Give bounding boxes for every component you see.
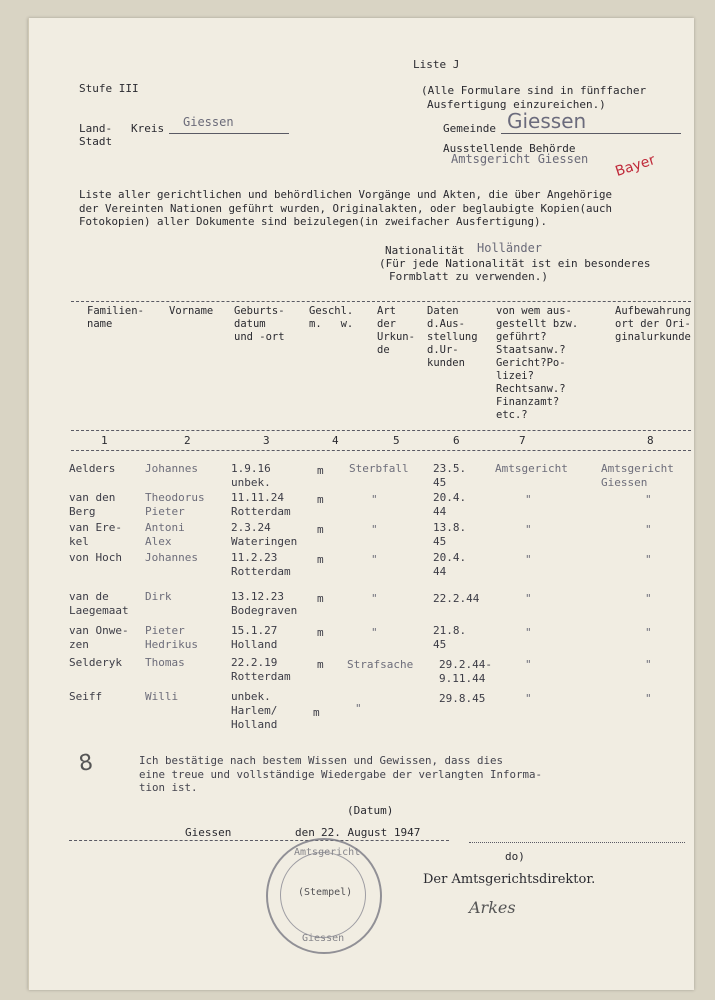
col-header-vorname: Vorname <box>169 305 214 317</box>
table-row-8-art: " <box>355 702 362 715</box>
table-row-2-geburt: 11.11.24 Rotterdam <box>231 491 291 518</box>
col-header-familienname: Familien- name <box>87 305 144 330</box>
stadt-label: Stadt <box>79 135 113 148</box>
land-label: Land- <box>79 122 113 135</box>
nationalitaet-note-1: (Für jede Nationalität ist ein besonderes <box>379 257 651 270</box>
table-row-5-vorname: Dirk <box>145 590 172 603</box>
table-row-1-aussteller: Amtsgericht <box>495 462 568 475</box>
table-row-3-daten: 13.8. 45 <box>433 521 467 548</box>
table-row-8-familienname: Seiff <box>69 690 103 703</box>
table-row-2-aufbewahrung: " <box>645 493 652 506</box>
note-line-1: (Alle Formulare sind in fünffacher <box>421 84 647 97</box>
table-row-7-familienname: Selderyk <box>69 656 122 669</box>
table-row-6-aufbewahrung: " <box>645 626 652 639</box>
table-row-3-aussteller: " <box>525 523 532 536</box>
intro-paragraph <box>79 188 689 229</box>
document-sheet <box>28 18 694 990</box>
place-value: Giessen <box>185 826 232 839</box>
col-header-geburtsdatum: Geburts- datum und -ort <box>234 305 285 343</box>
table-row-2-aussteller: " <box>525 493 532 506</box>
table-row-4-geburt: 11.2.23 Rotterdam <box>231 551 291 578</box>
table-row-1-aufbewahrung: Amtsgericht Giessen <box>601 462 674 489</box>
table-row-5-daten: 22.2.44 <box>433 592 480 605</box>
table-row-7-vorname: Thomas <box>145 656 185 669</box>
table-row-8-geschlecht: m <box>313 706 320 719</box>
table-row-6-familienname: van Onwe- zen <box>69 624 129 651</box>
table-row-5-geburt: 13.12.23 Bodegraven <box>231 590 298 617</box>
official-stamp <box>266 838 382 954</box>
list-label: Liste J <box>413 58 460 71</box>
table-row-8-daten: 29.8.45 <box>439 692 486 705</box>
table-row-6-art: " <box>371 626 378 639</box>
table-row-1-geschlecht: m <box>317 464 324 477</box>
behoerde-label: Ausstellende Behörde <box>443 142 576 155</box>
table-row-4-familienname: von Hoch <box>69 551 122 564</box>
col-header-geschlecht: Geschl. m. w. <box>309 305 354 330</box>
table-row-1-geburt: 1.9.16 unbek. <box>231 462 271 489</box>
col-number-6: 6 <box>453 434 460 447</box>
header-bottom-rule <box>71 430 691 431</box>
behoerde-value: Amtsgericht Giessen <box>451 152 589 166</box>
table-row-4-vorname: Johannes <box>145 551 198 564</box>
table-row-4-aufbewahrung: " <box>645 553 652 566</box>
table-row-5-aussteller: " <box>525 592 532 605</box>
table-row-8-geburt: unbek. Harlem/ Holland <box>231 690 278 731</box>
confirmation-line-1: Ich bestätige nach bestem Wissen und Gewissen, dass dies <box>139 754 504 767</box>
signature-line <box>469 842 685 843</box>
col-header-art-urkunde: Art der Urkun- de <box>377 305 415 356</box>
table-row-4-geschlecht: m <box>317 553 324 566</box>
table-row-7-geschlecht: m <box>317 658 324 671</box>
intro-line-1: Liste aller gerichtlichen und behördlichen Vorgänge und Akten, die über Angehörige <box>79 188 613 201</box>
table-row-5-geschlecht: m <box>317 592 324 605</box>
table-row-7-aufbewahrung: " <box>645 658 652 671</box>
stufe-label: Stufe III <box>79 82 139 95</box>
table-row-7-geburt: 22.2.19 Rotterdam <box>231 656 291 683</box>
table-row-5-art: " <box>371 592 378 605</box>
table-row-4-art: " <box>371 553 378 566</box>
confirmation-line-2: eine treue und vollständige Wiedergabe der verlangten Informa- <box>139 767 543 781</box>
table-row-3-aufbewahrung: " <box>645 523 652 536</box>
table-row-5-familienname: van de Laegemaat <box>69 590 129 617</box>
table-row-3-familienname: van Ere- kel <box>69 521 122 548</box>
gemeinde-underline <box>501 133 681 134</box>
table-row-8-aussteller: " <box>525 692 532 705</box>
kreis-value: Giessen <box>183 115 234 129</box>
table-row-3-vorname: Antoni Alex <box>145 521 185 548</box>
table-row-7-daten: 29.2.44- 9.11.44 <box>439 658 492 685</box>
table-row-1-familienname: Aelders <box>69 462 116 475</box>
col-number-8: 8 <box>647 434 654 447</box>
red-annotation: Bayer <box>613 152 658 180</box>
table-row-1-vorname: Johannes <box>145 462 198 475</box>
table-row-4-aussteller: " <box>525 553 532 566</box>
stamp-text-bottom: Giessen <box>302 933 345 944</box>
page-mark: 8 <box>77 750 95 777</box>
numbers-bottom-rule <box>71 450 691 451</box>
kreis-underline <box>169 133 289 134</box>
date-value: 22. August 1947 <box>321 826 421 839</box>
stempel-label: (Stempel) <box>298 887 353 898</box>
gemeinde-label: Gemeinde <box>443 122 496 135</box>
table-row-6-geburt: 15.1.27 Holland <box>231 624 278 651</box>
den-label: den <box>295 826 315 839</box>
col-header-daten: Daten d.Aus- stellung d.Ur- kunden <box>427 305 478 369</box>
col-number-4: 4 <box>332 434 339 447</box>
table-row-3-geschlecht: m <box>317 523 324 536</box>
table-row-2-art: " <box>371 493 378 506</box>
kreis-label: Kreis <box>131 122 165 135</box>
table-row-2-familienname: van den Berg <box>69 491 116 518</box>
confirmation-text <box>139 754 639 795</box>
table-row-1-art: Sterbfall <box>349 462 409 475</box>
nationalitaet-value: Holländer <box>477 241 543 255</box>
table-row-7-aussteller: " <box>525 658 532 671</box>
table-row-4-daten: 20.4. 44 <box>433 551 467 578</box>
intro-line-3: Fotokopien) aller Dokumente sind beizulegen(in zweifacher Ausfertigung). <box>79 215 548 228</box>
table-row-7-art: Strafsache <box>347 658 414 671</box>
col-number-1: 1 <box>101 434 108 447</box>
handwritten-signature: Arkes <box>469 898 516 917</box>
col-header-aufbewahrungsort: Aufbewahrung ort der Ori- ginalurkunde <box>615 305 691 343</box>
table-row-1-daten: 23.5. 45 <box>433 462 467 489</box>
table-row-6-aussteller: " <box>525 626 532 639</box>
table-row-6-vorname: Pieter Hedrikus <box>145 624 198 651</box>
table-row-8-vorname: Willi <box>145 690 179 703</box>
director-title: Der Amtsgerichtsdirektor. <box>423 872 596 887</box>
datum-label: (Datum) <box>347 804 394 817</box>
nationalitaet-note-2: Formblatt zu verwenden.) <box>389 270 548 283</box>
date-underline <box>69 840 449 841</box>
col-number-2: 2 <box>184 434 191 447</box>
table-row-8-aufbewahrung: " <box>645 692 652 705</box>
table-row-3-art: " <box>371 523 378 536</box>
do-label: do) <box>505 850 525 863</box>
table-row-5-aufbewahrung: " <box>645 592 652 605</box>
table-row-6-daten: 21.8. 45 <box>433 624 467 651</box>
confirmation-line-3: tion ist. <box>139 781 198 794</box>
gemeinde-value: Giessen <box>507 109 587 133</box>
table-row-2-geschlecht: m <box>317 493 324 506</box>
col-header-aussteller: von wem aus- gestellt bzw. geführt? Staatsanw.? Gericht?Po- lizei? Rechtsanw.? Finanzamt? etc.? <box>496 305 579 421</box>
note-line-2: Ausfertigung einzureichen.) <box>427 98 606 111</box>
intro-line-2: der Vereinten Nationen geführt wurden, Originalakten, oder beglaubigte Kopien(auch <box>79 201 613 215</box>
table-top-rule <box>71 301 691 302</box>
stamp-text-top: Amtsgericht <box>294 847 361 858</box>
table-row-3-geburt: 2.3.24 Wateringen <box>231 521 298 548</box>
table-row-2-daten: 20.4. 44 <box>433 491 467 518</box>
col-number-3: 3 <box>263 434 270 447</box>
col-number-7: 7 <box>519 434 526 447</box>
col-number-5: 5 <box>393 434 400 447</box>
table-row-6-geschlecht: m <box>317 626 324 639</box>
table-row-2-vorname: Theodorus Pieter <box>145 491 205 518</box>
nationalitaet-label: Nationalität <box>385 244 465 257</box>
